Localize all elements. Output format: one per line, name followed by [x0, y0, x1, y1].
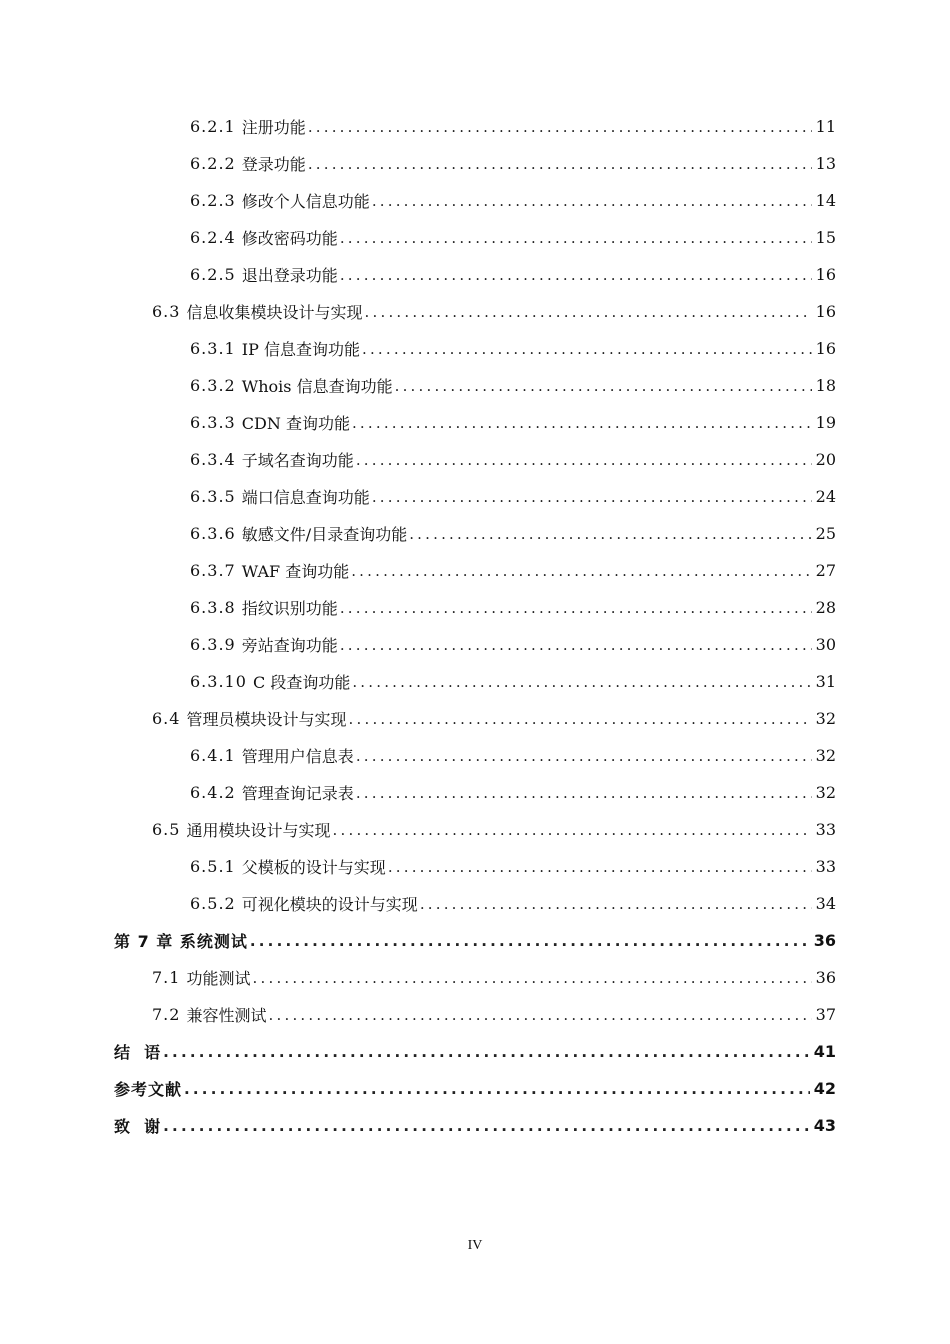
toc-entry-page: 16	[815, 265, 836, 284]
toc-leader-dots	[420, 895, 812, 913]
toc-entry	[0, 811, 950, 848]
toc-leader-dots	[356, 451, 812, 469]
toc-entry	[0, 1033, 950, 1070]
toc-entry	[0, 404, 950, 441]
toc-entry-title: 功能测试	[186, 969, 251, 988]
toc-entry-page: 24	[815, 487, 836, 506]
toc-entry-number: 6.3.10	[190, 672, 253, 691]
toc-entry-title: 退出登录功能	[241, 266, 338, 285]
toc-entry-title: C 段查询功能	[252, 673, 351, 692]
toc-entry-number: 6.3.2	[190, 376, 242, 395]
toc-leader-dots	[388, 858, 812, 876]
toc-entry-title: 通用模块设计与实现	[186, 821, 331, 840]
toc-entry	[0, 1070, 950, 1107]
toc-entry-title: 旁站查询功能	[241, 636, 338, 655]
toc-entry-page: 13	[815, 154, 836, 173]
toc-entry	[0, 293, 950, 330]
toc-entry-title: 信息收集模块设计与实现	[186, 303, 363, 322]
toc-leader-dots	[352, 414, 812, 432]
toc-entry	[0, 774, 950, 811]
toc-leader-dots	[308, 118, 812, 136]
toc-entry-page: 33	[815, 820, 836, 839]
toc-entry-title: 指纹识别功能	[241, 599, 338, 618]
toc-entry-number: 6.3.6	[190, 524, 242, 543]
toc-leader-dots	[362, 340, 812, 358]
toc-entry	[0, 145, 950, 182]
toc-entry-number: 6.5	[152, 820, 187, 839]
toc-entry-title: 父模板的设计与实现	[241, 858, 386, 877]
toc-leader-dots	[163, 1043, 810, 1061]
toc-entry-number: 6.3.5	[190, 487, 242, 506]
toc-entry-page: 34	[815, 894, 836, 913]
toc-entry-number: 6.2.4	[190, 228, 242, 247]
toc-leader-dots	[250, 932, 810, 950]
toc-entry-number: 6.3	[152, 302, 187, 321]
toc-entry	[0, 959, 950, 996]
toc-entry	[0, 367, 950, 404]
toc-entry	[0, 256, 950, 293]
toc-entry-title: 致 谢	[114, 1117, 162, 1136]
toc-leader-dots	[356, 784, 812, 802]
toc-entry-title: 管理查询记录表	[241, 784, 354, 803]
toc-entry	[0, 737, 950, 774]
toc-leader-dots	[340, 229, 812, 247]
toc-entry-page: 41	[813, 1042, 836, 1061]
toc-leader-dots	[372, 192, 812, 210]
toc-entry-page: 37	[815, 1005, 836, 1024]
toc-leader-dots	[308, 155, 812, 173]
toc-entry-number: 6.3.9	[190, 635, 242, 654]
toc-entry	[0, 1107, 950, 1144]
toc-entry-number: 6.3.7	[190, 561, 242, 580]
toc-entry-page: 19	[815, 413, 836, 432]
toc-entry-page: 32	[815, 783, 836, 802]
toc-entry-title: 修改密码功能	[241, 229, 338, 248]
toc-entry-page: 16	[815, 339, 836, 358]
toc-entry-page: 30	[815, 635, 836, 654]
toc-entry-page: 32	[815, 709, 836, 728]
toc-entry-number: 6.2.3	[190, 191, 242, 210]
toc-entry	[0, 441, 950, 478]
toc-leader-dots	[409, 525, 811, 543]
toc-leader-dots	[349, 710, 812, 728]
toc-entry-number: 6.4.2	[190, 783, 242, 802]
toc-entry-title: 管理用户信息表	[241, 747, 354, 766]
toc-entry-title: CDN 查询功能	[241, 414, 350, 433]
toc-entry-page: 16	[815, 302, 836, 321]
toc-entry-title: 兼容性测试	[186, 1006, 267, 1025]
toc-leader-dots	[351, 562, 811, 580]
toc-entry-title: 管理员模块设计与实现	[186, 710, 347, 729]
toc-entry-title: 注册功能	[241, 118, 306, 137]
toc-entry-number: 6.2.5	[190, 265, 242, 284]
toc-entry	[0, 552, 950, 589]
toc-entry	[0, 663, 950, 700]
toc-entry-number: 6.3.1	[190, 339, 242, 358]
toc-entry-title: 登录功能	[241, 155, 306, 174]
toc-entry	[0, 515, 950, 552]
toc-entry	[0, 478, 950, 515]
toc-entry	[0, 700, 950, 737]
toc-entry-page: 42	[813, 1079, 836, 1098]
toc-entry	[0, 885, 950, 922]
toc-entry-number: 7.1	[152, 968, 187, 987]
page-number: IV	[467, 1238, 483, 1253]
toc-entry-page: 15	[815, 228, 836, 247]
table-of-contents	[0, 108, 950, 1144]
toc-entry-title: 系统测试	[179, 932, 248, 951]
toc-entry-title: Whois 信息查询功能	[241, 377, 393, 396]
toc-entry-title: IP 信息查询功能	[241, 340, 360, 359]
toc-entry-page: 14	[815, 191, 836, 210]
toc-entry-number: 6.3.3	[190, 413, 242, 432]
toc-leader-dots	[340, 599, 812, 617]
toc-leader-dots	[365, 303, 812, 321]
toc-entry	[0, 922, 950, 959]
toc-entry-page: 32	[815, 746, 836, 765]
toc-entry	[0, 219, 950, 256]
toc-entry-number: 6.4	[152, 709, 187, 728]
toc-leader-dots	[253, 969, 812, 987]
toc-entry-title: 子域名查询功能	[241, 451, 354, 470]
toc-entry-number: 6.4.1	[190, 746, 242, 765]
toc-entry-page: 18	[815, 376, 836, 395]
toc-entry-title: 参考文献	[114, 1080, 183, 1099]
toc-leader-dots	[395, 377, 812, 395]
toc-entry-page: 25	[815, 524, 836, 543]
toc-entry-page: 28	[815, 598, 836, 617]
toc-entry-title: 修改个人信息功能	[241, 192, 370, 211]
toc-entry-title: WAF 查询功能	[241, 562, 350, 581]
toc-entry-title: 可视化模块的设计与实现	[241, 895, 418, 914]
toc-entry-title: 结 语	[114, 1043, 162, 1062]
toc-entry-page: 20	[815, 450, 836, 469]
toc-entry	[0, 182, 950, 219]
toc-entry	[0, 626, 950, 663]
toc-entry-page: 36	[815, 968, 836, 987]
toc-entry	[0, 108, 950, 145]
toc-entry-number: 6.2.1	[190, 117, 242, 136]
toc-entry-page: 11	[815, 117, 836, 136]
toc-entry-number: 第 7 章	[114, 932, 180, 951]
toc-entry-page: 33	[815, 857, 836, 876]
toc-leader-dots	[340, 636, 812, 654]
toc-entry-title: 敏感文件/目录查询功能	[241, 525, 408, 544]
toc-entry	[0, 330, 950, 367]
toc-entry-page: 27	[815, 561, 836, 580]
toc-entry-number: 6.3.8	[190, 598, 242, 617]
toc-entry	[0, 996, 950, 1033]
toc-entry-number: 6.5.2	[190, 894, 242, 913]
toc-entry	[0, 848, 950, 885]
toc-entry-page: 31	[815, 672, 836, 691]
toc-entry-page: 36	[813, 931, 836, 950]
toc-leader-dots	[356, 747, 812, 765]
toc-leader-dots	[333, 821, 812, 839]
toc-leader-dots	[184, 1080, 810, 1098]
toc-entry-title: 端口信息查询功能	[241, 488, 370, 507]
toc-leader-dots	[269, 1006, 812, 1024]
toc-entry-page: 43	[813, 1116, 836, 1135]
toc-leader-dots	[352, 673, 811, 691]
toc-entry-number: 6.5.1	[190, 857, 242, 876]
toc-entry-number: 6.3.4	[190, 450, 242, 469]
toc-leader-dots	[163, 1117, 810, 1135]
toc-leader-dots	[340, 266, 812, 284]
toc-leader-dots	[372, 488, 812, 506]
toc-entry-number: 6.2.2	[190, 154, 242, 173]
toc-entry-number: 7.2	[152, 1005, 187, 1024]
toc-entry	[0, 589, 950, 626]
